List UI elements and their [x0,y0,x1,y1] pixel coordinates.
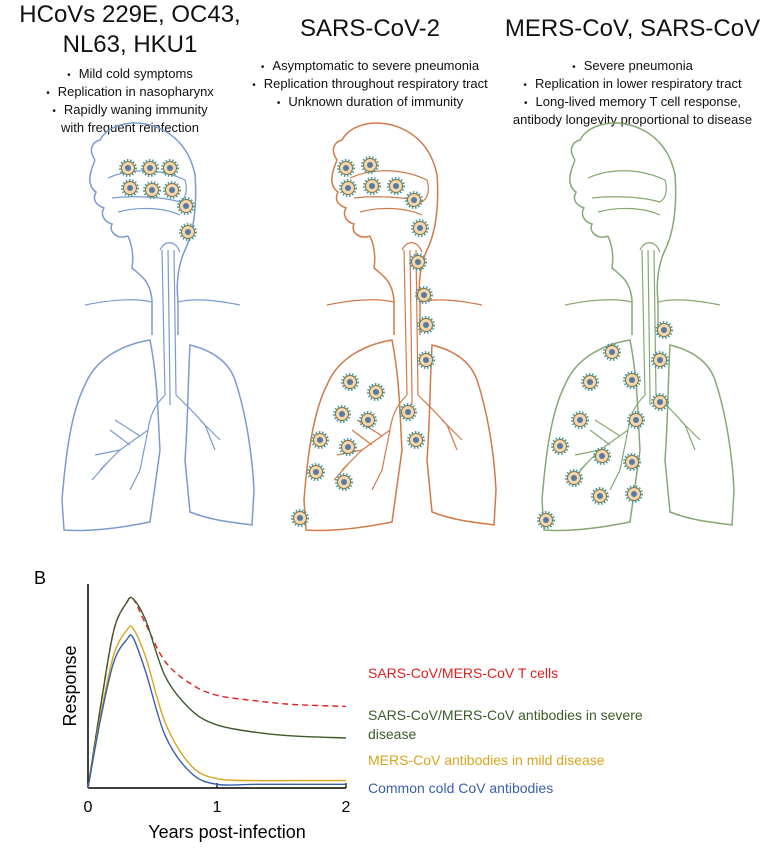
response-chart [0,560,780,848]
series-label: SARS-CoV/MERS-CoV antibodies in severe disease [368,707,643,742]
virus-particle-icon [628,412,644,428]
x-tick-label: 1 [212,799,222,816]
virus-particle-icon [400,404,416,420]
virus-particle-icon [652,352,668,368]
x-tick-label: 2 [341,799,351,816]
virus-particle-icon [408,432,424,448]
virus-particle-icon [180,224,196,240]
series-label: SARS-CoV/MERS-CoV T cells [368,665,559,681]
virus-particle-icon [566,470,582,486]
virus-particle-icon [552,438,568,454]
virus-particle-icon [624,372,640,388]
series-line [88,626,346,788]
virus-particle-icon [368,384,384,400]
series-label: MERS-CoV antibodies in mild disease [368,752,605,768]
series-line [88,597,346,788]
virus-particle-icon [652,394,668,410]
bullet: • Replication in nasopharynx [0,84,260,102]
virus-particle-icon [364,178,380,194]
virus-particle-icon [144,182,160,198]
bullet: • Unknown duration of immunity [240,94,500,112]
virus-particle-icon [338,160,354,176]
virus-particle-icon [406,192,422,208]
title-line: MERS-CoV, SARS-CoV [504,15,761,42]
virus-particle-icon [538,512,554,528]
bullet-continuation: with frequent reinfection [60,120,200,135]
virus-particle-icon [312,432,328,448]
x-tick-label: 0 [83,799,93,816]
y-axis-label: Response [60,645,80,727]
anatomy-outline [542,123,734,530]
virus-particle-icon [164,182,180,198]
virus-particle-icon [388,178,404,194]
virus-particle-icon [308,464,324,480]
bullet: • Mild cold symptoms [0,66,260,84]
chart-legend [368,665,643,796]
title-line: SARS-CoV-2 [299,15,441,42]
virus-particle-icon [336,474,352,490]
virus-particle-icon [142,160,158,176]
series-line [88,597,346,788]
virus-particle-icon [410,254,426,270]
bullet: • Asymptomatic to severe pneumonia [240,58,500,76]
bullet: • Replication in lower respiratory tract [495,76,770,94]
virus-particle-icon [572,412,588,428]
bullet: • Severe pneumonia [495,58,770,76]
virus-particle-icon [162,160,178,176]
virus-particle-icon [360,412,376,428]
virus-particle-icon [340,439,356,455]
bullet: • Long-lived memory T cell response, [495,94,770,112]
title-line: NL63, HKU1 [62,31,198,58]
chart-axes [60,584,351,842]
virus-particle-icon [412,220,428,236]
bullet: • Replication throughout respiratory tract [240,76,500,94]
virus-particle-icon [178,198,194,214]
bullet-continuation: antibody longevity proportional to disease [512,112,753,127]
virus-particle-icon [334,406,350,422]
chart-series [88,597,346,788]
virus-particles [120,157,672,528]
x-axis-label: Years post-infection [148,822,306,842]
virus-particle-icon [342,374,358,390]
virus-particle-icon [340,180,356,196]
title-line: HCoVs 229E, OC43, [19,1,241,28]
bullet: • Rapidly waning immunity [0,102,260,120]
anatomy-mers-sars [542,123,734,530]
virus-particle-icon [122,180,138,196]
series-label: Common cold CoV antibodies [368,780,554,796]
virus-particle-icon [362,157,378,173]
series-line [88,635,346,788]
virus-particle-icon [582,374,598,390]
panel-letter-b: B [34,568,47,588]
virus-particle-icon [626,486,642,502]
virus-particle-icon [592,488,608,504]
